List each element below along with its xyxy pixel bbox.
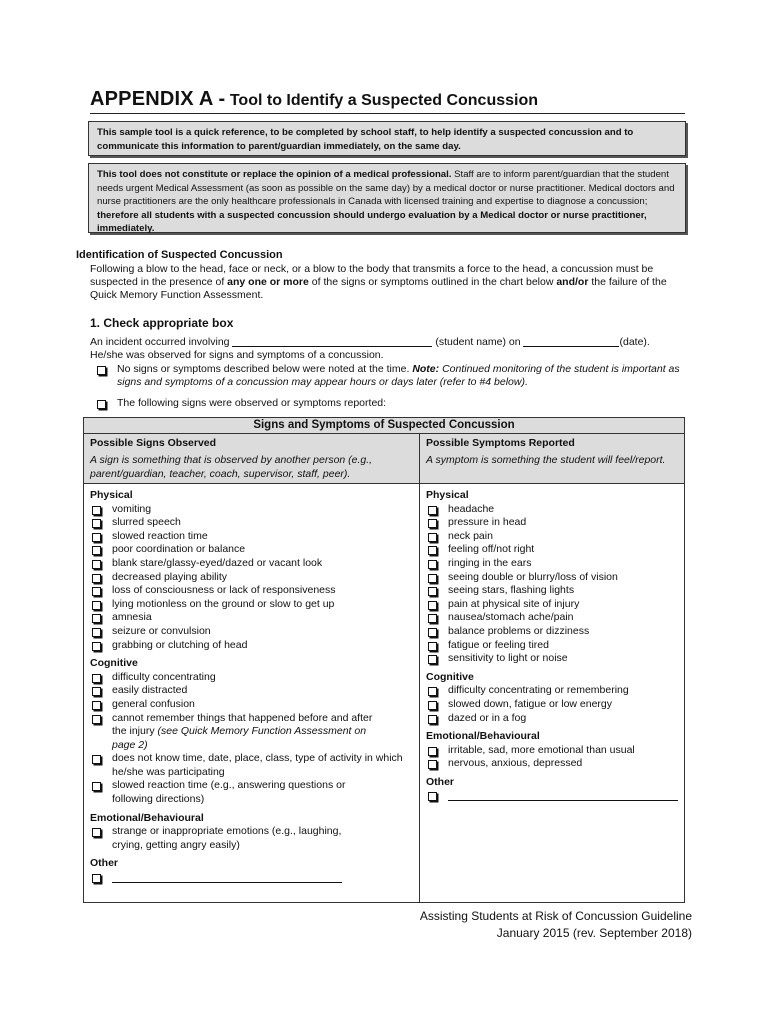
signs-emotional-label: Emotional/Behavioural	[90, 811, 204, 824]
step1-heading: 1. Check appropriate box	[90, 316, 234, 330]
item-label: grabbing or clutching of head	[112, 638, 248, 651]
identification-text-1: Following a blow to the head, face or neck, or a blow to the body that transmits a force to the head, a concussion must be suspected in the presence of	[90, 263, 654, 288]
item-label: easily distracted	[112, 684, 188, 697]
symptom-checkbox[interactable]	[428, 601, 437, 610]
sign-checkbox[interactable]	[92, 587, 101, 596]
option-no-signs	[97, 363, 687, 389]
item-label: difficulty concentrating or remembering	[448, 684, 629, 697]
sign-checkbox[interactable]	[92, 560, 101, 569]
item-label: cannot remember things that happened before and after the injury	[112, 711, 373, 738]
item-label: seizure or convulsion	[112, 624, 211, 637]
item-label: difficulty concentrating	[112, 670, 216, 683]
disclaimer-text: Staff are to inform parent/guardian that the student needs urgent Medical Assessment (as soon as possible on the same day) by a medical doctor or nurse practitioner. Medical doctors and nurse practitioners are the only healthcare professionals in Canada with licensed training and expertise to diagnose a concussion;	[97, 169, 675, 207]
date-field[interactable]	[523, 346, 619, 347]
item-label: nervous, anxious, depressed	[448, 757, 583, 770]
signs-symptoms-table	[83, 417, 685, 903]
sign-checkbox[interactable]	[92, 628, 101, 637]
signs-header-cell	[84, 434, 420, 484]
sign-checkbox[interactable]	[92, 687, 101, 696]
item-label: irritable, sad, more emotional than usual	[448, 743, 635, 756]
item-label: feeling off/not right	[448, 543, 535, 556]
list-item	[90, 779, 413, 806]
symptom-checkbox[interactable]	[428, 792, 437, 801]
list-item	[90, 530, 413, 544]
identification-text-3: the failure of the Quick Memory Function Assessment.	[90, 276, 667, 301]
disclaimer-bold-1: This tool does not constitute or replace the opinion of a medical professional.	[97, 169, 452, 180]
list-item	[90, 503, 413, 517]
sign-checkbox[interactable]	[92, 519, 101, 528]
note-text: Continued monitoring of the student is important as signs and symptoms of a concussion may appear hours or days later (refer to #4 below).	[117, 363, 680, 388]
symptoms-header-cell	[420, 434, 685, 484]
list-item	[90, 611, 413, 625]
symptom-checkbox[interactable]	[428, 747, 437, 756]
item-label: general confusion	[112, 697, 195, 710]
quick-reference-box	[88, 121, 686, 156]
item-label: strange or inappropriate emotions (e.g., laughing, crying, getting angry easily)	[112, 825, 342, 851]
item-label: dazed or in a fog	[448, 711, 527, 724]
item-label: fatigue or feeling tired	[448, 638, 549, 651]
item-label: decreased playing ability	[112, 570, 227, 583]
sign-checkbox[interactable]	[92, 755, 101, 764]
identification-heading: Identification of Suspected Concussion	[76, 249, 283, 261]
footer-date: January 2015 (rev. September 2018)	[496, 926, 692, 940]
list-item	[90, 671, 413, 685]
other-symptom-field[interactable]	[448, 789, 678, 801]
no-signs-text: No signs or symptoms described below were noted at the time.	[117, 363, 413, 375]
list-item	[426, 652, 678, 666]
list-item	[426, 530, 678, 544]
item-label: poor coordination or balance	[112, 543, 246, 556]
symptoms-emotional-label: Emotional/Behavioural	[426, 730, 540, 743]
symptom-checkbox[interactable]	[428, 519, 437, 528]
incident-prefix: An incident occurred involving	[90, 336, 230, 348]
sign-checkbox[interactable]	[92, 601, 101, 610]
sign-checkbox[interactable]	[92, 874, 101, 883]
symptom-checkbox[interactable]	[428, 546, 437, 555]
symptoms-physical-label: Physical	[426, 489, 469, 501]
date-label: (date).	[619, 336, 650, 348]
symptoms-cognitive-label: Cognitive	[426, 670, 474, 683]
table-title: Signs and Symptoms of Suspected Concussion	[84, 418, 685, 434]
sign-checkbox[interactable]	[92, 701, 101, 710]
item-label: nausea/stomach ache/pain	[448, 611, 574, 624]
list-item	[90, 625, 413, 639]
signs-physical-label: Physical	[90, 489, 133, 501]
other-sign-field[interactable]	[112, 871, 342, 883]
item-label: neck pain	[448, 529, 493, 542]
identification-bold-2: and/or	[556, 276, 589, 288]
list-item	[426, 516, 678, 530]
list-item	[426, 639, 678, 653]
symptom-checkbox[interactable]	[428, 533, 437, 542]
appendix-label: APPENDIX A -	[90, 88, 226, 110]
footer-guideline: Assisting Students at Risk of Concussion Guideline	[419, 909, 692, 923]
symptoms-cell	[420, 484, 685, 903]
symptom-checkbox[interactable]	[428, 587, 437, 596]
observed-line: He/she was observed for signs and symptoms of a concussion.	[90, 349, 384, 361]
disclaimer-bold-2: therefore all students with a suspected concussion should undergo evaluation by a Medical doctor or nurse practitioner, immediately.	[97, 209, 647, 234]
symptom-checkbox[interactable]	[428, 574, 437, 583]
symptom-checkbox[interactable]	[428, 701, 437, 710]
symptom-checkbox[interactable]	[428, 560, 437, 569]
item-label: balance problems or dizziness	[448, 624, 590, 637]
list-item	[426, 684, 678, 698]
sign-checkbox[interactable]	[92, 533, 101, 542]
list-item	[426, 611, 678, 625]
item-label: does not know time, date, place, class, type of activity in which he/she was participating	[112, 752, 403, 778]
item-label: loss of consciousness or lack of responsiveness	[112, 584, 336, 597]
list-item	[426, 557, 678, 571]
signs-cognitive-label: Cognitive	[90, 657, 138, 670]
list-item	[426, 584, 678, 598]
list-item	[426, 698, 678, 712]
item-label: headache	[448, 502, 495, 515]
symptoms-other-label: Other	[426, 775, 455, 788]
list-item	[90, 584, 413, 598]
page-title	[90, 88, 685, 114]
list-item	[90, 571, 413, 585]
symptom-checkbox[interactable]	[428, 614, 437, 623]
signs-other-label: Other	[90, 857, 119, 870]
option-signs-observed	[97, 397, 386, 410]
item-label: seeing stars, flashing lights	[448, 584, 575, 597]
item-label: amnesia	[112, 611, 152, 624]
incident-line	[90, 336, 650, 349]
list-item	[426, 744, 678, 758]
note-label: Note:	[412, 363, 440, 375]
student-name-field[interactable]	[232, 346, 432, 347]
item-label: slowed reaction time (e.g., answering questions or following directions)	[112, 779, 346, 806]
list-item	[90, 825, 413, 852]
list-item	[426, 625, 678, 639]
signs-description: A sign is something that is observed by another person (e.g., parent/guardian, teacher, coach, supervisor, staff, peer).	[90, 454, 373, 480]
signs-observed-checkbox[interactable]	[97, 400, 106, 409]
list-item	[90, 639, 413, 653]
list-item	[90, 684, 413, 698]
list-item	[90, 543, 413, 557]
sign-checkbox[interactable]	[92, 574, 101, 583]
list-item	[90, 516, 413, 530]
list-item	[90, 598, 413, 612]
list-item	[426, 598, 678, 612]
symptom-checkbox[interactable]	[428, 628, 437, 637]
signs-observed-text: The following signs were observed or symptoms reported:	[117, 397, 387, 409]
list-item	[90, 752, 413, 779]
item-label: slowed down, fatigue or low energy	[448, 697, 613, 710]
sign-checkbox[interactable]	[92, 674, 101, 683]
item-label: lying motionless on the ground or slow to get up	[112, 597, 335, 610]
item-label: sensitivity to light or noise	[448, 652, 568, 665]
sign-checkbox[interactable]	[92, 715, 101, 724]
item-label-italic: (see Quick Memory Function Assessment on page 2)	[112, 725, 367, 751]
item-label: pain at physical site of injury	[448, 597, 580, 610]
sign-checkbox[interactable]	[92, 828, 101, 837]
quick-reference-text: This sample tool is a quick reference, to be completed by school staff, to help identify a suspected concussion and to communicate this information to parent/guardian immediately, on the same day.	[97, 127, 634, 152]
list-item	[426, 789, 678, 804]
no-signs-checkbox[interactable]	[97, 366, 106, 375]
symptom-checkbox[interactable]	[428, 715, 437, 724]
identification-text-2: of the signs or symptoms outlined in the chart below	[308, 276, 557, 288]
sign-checkbox[interactable]	[92, 506, 101, 515]
item-label: pressure in head	[448, 516, 527, 529]
symptom-checkbox[interactable]	[428, 687, 437, 696]
symptoms-header: Possible Symptoms Reported	[426, 437, 575, 449]
list-item	[90, 712, 413, 753]
item-label: blank stare/glassy-eyed/dazed or vacant look	[112, 556, 323, 569]
sign-checkbox[interactable]	[92, 782, 101, 791]
symptoms-description: A symptom is something the student will feel/report.	[426, 454, 666, 466]
item-label: ringing in the ears	[448, 556, 532, 569]
signs-cell	[84, 484, 420, 903]
list-item	[90, 557, 413, 571]
signs-header: Possible Signs Observed	[90, 437, 217, 449]
item-label: slowed reaction time	[112, 529, 208, 542]
sign-checkbox[interactable]	[92, 642, 101, 651]
list-item	[426, 543, 678, 557]
item-label: slurred speech	[112, 516, 181, 529]
symptom-checkbox[interactable]	[428, 655, 437, 664]
identification-bold-1: any one or more	[227, 276, 309, 288]
list-item	[426, 503, 678, 517]
list-item	[426, 571, 678, 585]
symptom-checkbox[interactable]	[428, 760, 437, 769]
list-item	[90, 698, 413, 712]
list-item	[426, 757, 678, 771]
symptom-checkbox[interactable]	[428, 642, 437, 651]
identification-paragraph	[90, 263, 690, 302]
tool-title: Tool to Identify a Suspected Concussion	[229, 92, 539, 109]
student-name-label: (student name) on	[435, 336, 521, 348]
symptom-checkbox[interactable]	[428, 506, 437, 515]
list-item	[90, 871, 413, 886]
list-item	[426, 712, 678, 726]
sign-checkbox[interactable]	[92, 614, 101, 623]
item-label: vomiting	[112, 502, 152, 515]
item-label: seeing double or blurry/loss of vision	[448, 570, 618, 583]
sign-checkbox[interactable]	[92, 546, 101, 555]
medical-disclaimer-box	[88, 163, 686, 233]
footer	[420, 908, 692, 942]
